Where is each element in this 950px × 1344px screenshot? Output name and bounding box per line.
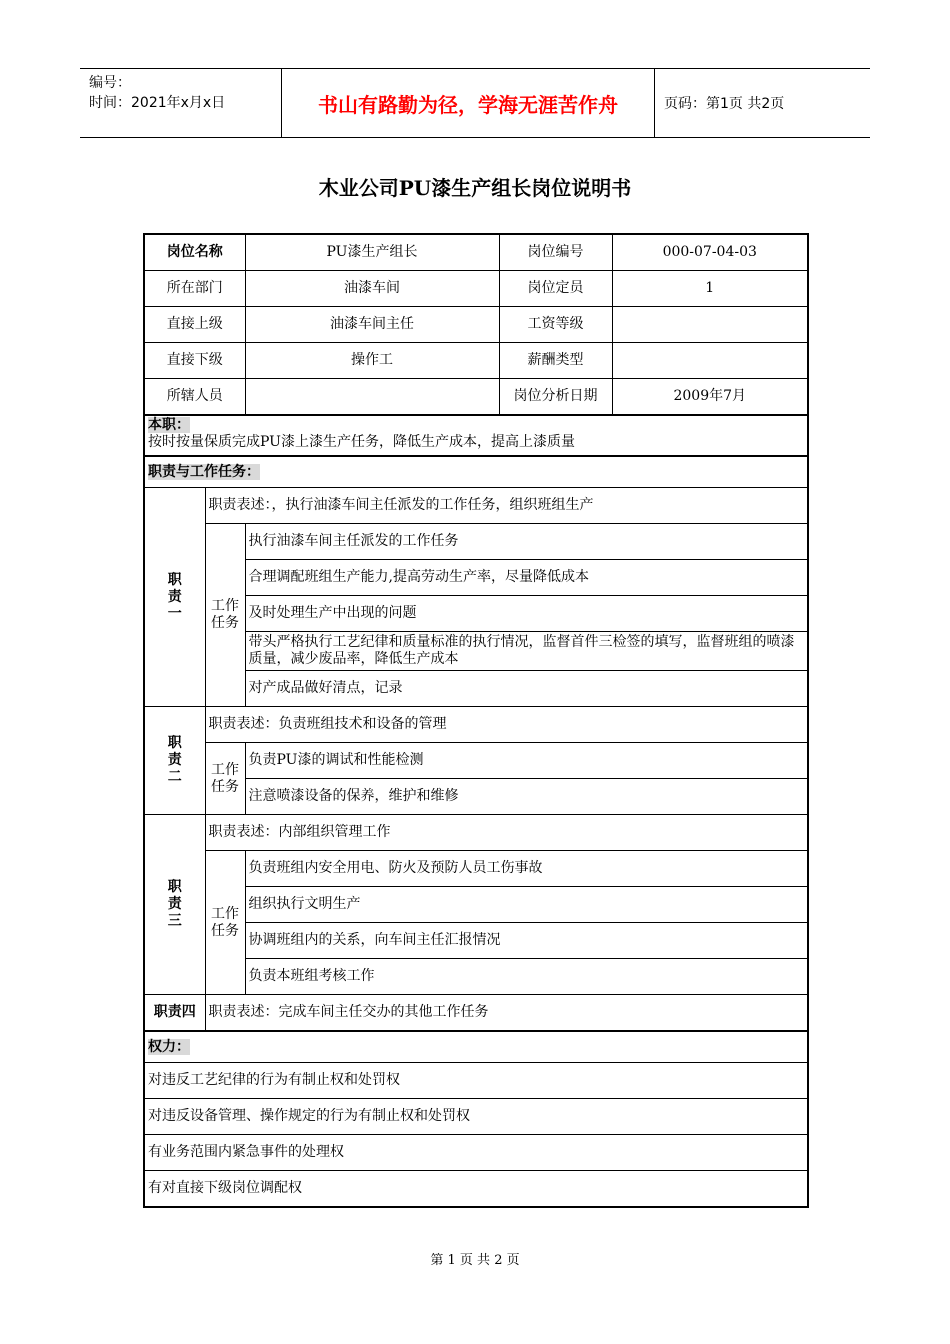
task-item: 负责PU漆的调试和性能检测	[245, 743, 808, 779]
duty-description: 职责表述：完成车间主任交办的其他工作任务	[205, 995, 808, 1032]
benzhi-text: 按时按量保质完成PU漆上漆生产任务，降低生产成本，提高上漆质量	[148, 434, 575, 450]
label-position-name: 岗位名称	[144, 234, 245, 271]
work-task-label: 工作任务	[205, 524, 245, 707]
task-row	[144, 524, 808, 560]
duty-label: 职责一	[144, 488, 205, 707]
value-analysis-date: 2009年7月	[612, 379, 808, 416]
value-subordinate: 操作工	[245, 343, 499, 379]
duty-label: 职责二	[144, 707, 205, 815]
task-item: 执行油漆车间主任派发的工作任务	[245, 524, 808, 560]
duties-heading-row	[144, 456, 808, 488]
date-label: 时间：2021年x月x日	[89, 95, 226, 111]
info-row	[144, 234, 808, 271]
value-pay-type	[612, 343, 808, 379]
task-item: 合理调配班组生产能力,提高劳动生产率，尽量降低成本	[245, 560, 808, 596]
task-row	[144, 851, 808, 887]
power-item: 对违反设备管理、操作规定的行为有制止权和处罚权	[144, 1099, 808, 1135]
info-row	[144, 271, 808, 307]
header-meta	[89, 73, 225, 113]
value-position-name: PU漆生产组长	[245, 234, 499, 271]
value-position-code: 000-07-04-03	[612, 234, 808, 271]
benzhi-row	[144, 415, 808, 456]
page-header	[80, 68, 870, 138]
page-label: 页码：第1页 共2页	[664, 96, 785, 112]
duty-row	[144, 815, 808, 851]
task-item: 组织执行文明生产	[245, 887, 808, 923]
work-task-label: 工作任务	[205, 851, 245, 995]
task-item: 带头严格执行工艺纪律和质量标准的执行情况，监督首件三检签的填写，监督班组的喷漆质量，减少废品率，降低生产成本	[245, 632, 808, 671]
duty-row	[144, 488, 808, 524]
value-department: 油漆车间	[245, 271, 499, 307]
value-headcount: 1	[612, 271, 808, 307]
label-headcount: 岗位定员	[499, 271, 612, 307]
duties-heading: 职责与工作任务：	[148, 463, 260, 480]
number-label: 编号：	[89, 75, 131, 91]
document-title: 木业公司PU漆生产组长岗位说明书	[318, 176, 632, 200]
task-item: 及时处理生产中出现的问题	[245, 596, 808, 632]
power-row	[144, 1063, 808, 1099]
task-item: 对产成品做好清点，记录	[245, 671, 808, 707]
job-description-table	[143, 233, 809, 1208]
label-salary-grade: 工资等级	[499, 307, 612, 343]
duty-label: 职责四	[144, 995, 205, 1032]
label-staff: 所辖人员	[144, 379, 245, 416]
duty-description: 职责表述：负责班组技术和设备的管理	[205, 707, 808, 743]
power-item: 有对直接下级岗位调配权	[144, 1171, 808, 1208]
power-row	[144, 1099, 808, 1135]
motto: 书山有路勤为径，学海无涯苦作舟	[281, 69, 655, 137]
label-subordinate: 直接下级	[144, 343, 245, 379]
work-task-label: 工作任务	[205, 743, 245, 815]
duty-row	[144, 707, 808, 743]
value-salary-grade	[612, 307, 808, 343]
info-row	[144, 379, 808, 416]
value-superior: 油漆车间主任	[245, 307, 499, 343]
benzhi-heading: 本职：	[148, 417, 190, 433]
info-row	[144, 343, 808, 379]
task-item: 负责本班组考核工作	[245, 959, 808, 995]
task-row	[144, 743, 808, 779]
duty-row	[144, 995, 808, 1032]
label-superior: 直接上级	[144, 307, 245, 343]
power-item: 有业务范围内紧急事件的处理权	[144, 1135, 808, 1171]
power-row	[144, 1171, 808, 1208]
value-staff	[245, 379, 499, 416]
page-footer: 第 1 页 共 2 页	[430, 1253, 520, 1268]
task-item: 注意喷漆设备的保养，维护和维修	[245, 779, 808, 815]
label-analysis-date: 岗位分析日期	[499, 379, 612, 416]
power-row	[144, 1135, 808, 1171]
duty-description: 职责表述：内部组织管理工作	[205, 815, 808, 851]
info-row	[144, 307, 808, 343]
duty-label: 职责三	[144, 815, 205, 995]
label-department: 所在部门	[144, 271, 245, 307]
task-item: 负责班组内安全用电、防火及预防人员工伤事故	[245, 851, 808, 887]
duty-description: 职责表述：，执行油漆车间主任派发的工作任务，组织班组生产	[205, 488, 808, 524]
label-position-code: 岗位编号	[499, 234, 612, 271]
powers-heading-row	[144, 1031, 808, 1063]
powers-heading: 权力：	[148, 1038, 190, 1055]
task-item: 协调班组内的关系，向车间主任汇报情况	[245, 923, 808, 959]
label-pay-type: 薪酬类型	[499, 343, 612, 379]
power-item: 对违反工艺纪律的行为有制止权和处罚权	[144, 1063, 808, 1099]
